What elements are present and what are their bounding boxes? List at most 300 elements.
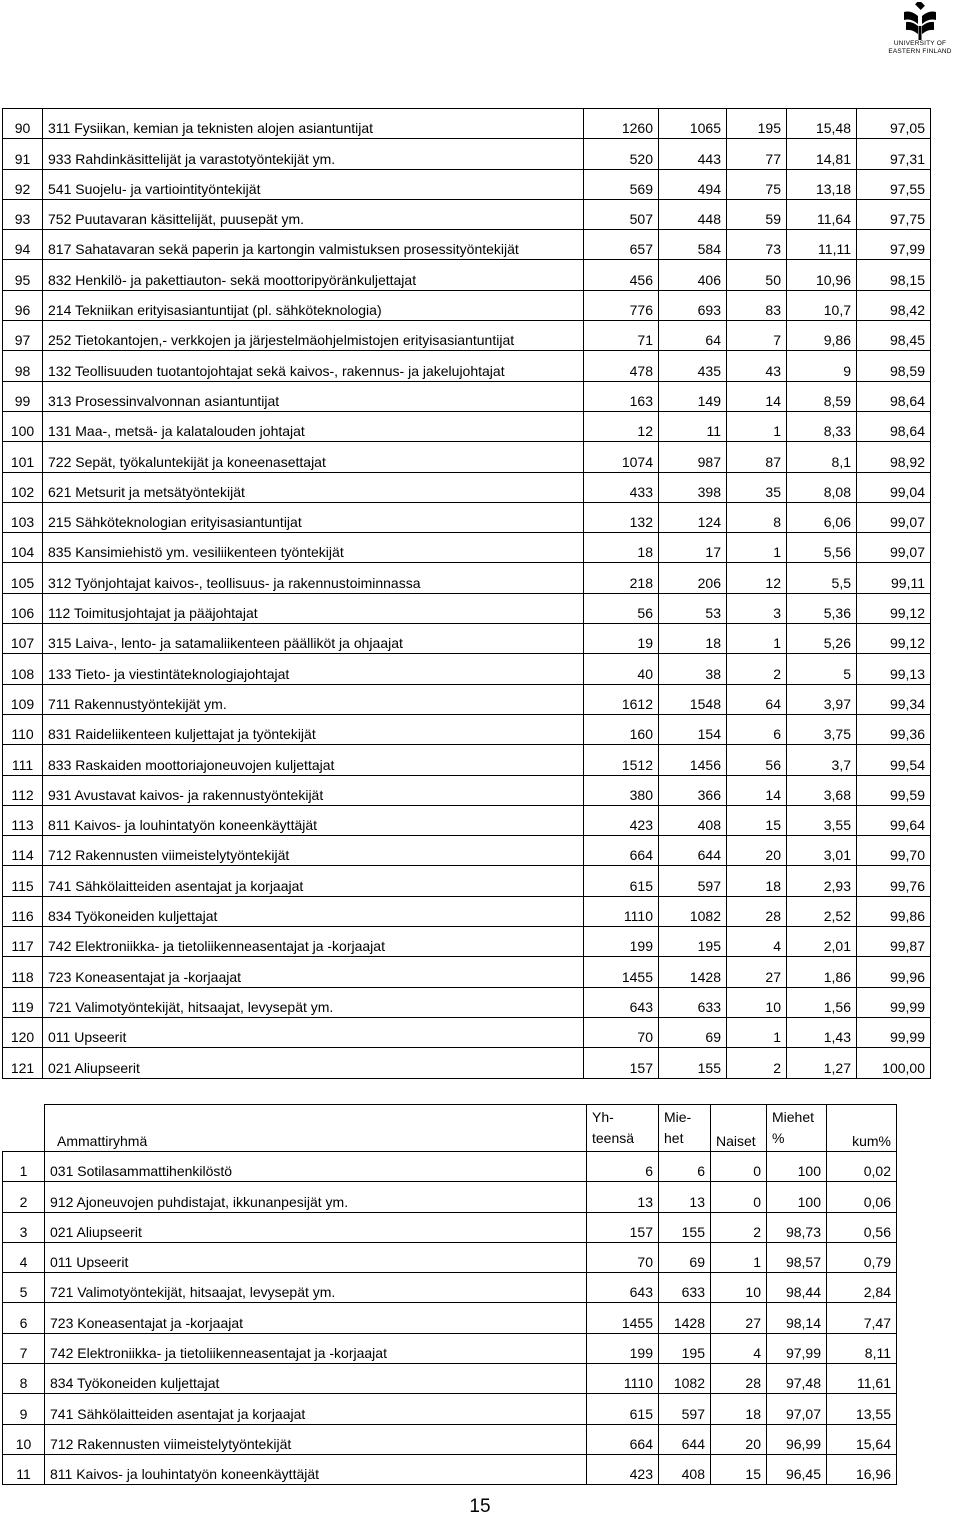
men-percent: 3,97 [787, 684, 857, 714]
men-percent: 97,99 [767, 1333, 827, 1363]
occupation-name: 132 Teollisuuden tuotantojohtajat sekä kaivos-, rakennus- ja jakelujohtajat [43, 351, 584, 381]
men-percent: 2,93 [787, 866, 857, 896]
occupation-name: 831 Raideliikenteen kuljettajat ja työntekijät [43, 714, 584, 744]
men-percent: 11,11 [787, 230, 857, 260]
men-count: 644 [659, 836, 727, 866]
table-row [3, 1152, 897, 1182]
cumulative-percent: 97,75 [857, 199, 931, 229]
header-women [711, 1105, 767, 1152]
table-row [3, 1394, 897, 1424]
total-count: 132 [584, 502, 659, 532]
row-index: 5 [3, 1273, 45, 1303]
row-index: 100 [3, 411, 43, 441]
total-count: 6 [587, 1152, 659, 1182]
cumulative-percent: 0,79 [827, 1242, 897, 1272]
women-count: 4 [711, 1333, 767, 1363]
table-row [3, 866, 931, 896]
men-count: 195 [659, 1333, 711, 1363]
men-percent: 8,08 [787, 472, 857, 502]
table-row [3, 1242, 897, 1272]
total-count: 776 [584, 290, 659, 320]
men-count: 633 [659, 1273, 711, 1303]
men-count: 17 [659, 533, 727, 563]
total-count: 70 [587, 1242, 659, 1272]
total-count: 18 [584, 533, 659, 563]
occupation-name: 031 Sotilasammattihenkilöstö [45, 1152, 587, 1182]
total-count: 1512 [584, 745, 659, 775]
occupation-name: 311 Fysiikan, kemian ja teknisten alojen asiantuntijat [43, 109, 584, 139]
occupation-name: 721 Valimotyöntekijät, hitsaajat, levysepät ym. [43, 987, 584, 1017]
occupation-name: 712 Rakennusten viimeistelytyöntekijät [43, 836, 584, 866]
occupation-name: 312 Työnjohtajat kaivos-, teollisuus- ja rakennustoiminnassa [43, 563, 584, 593]
men-count: 633 [659, 987, 727, 1017]
table-row [3, 563, 931, 593]
men-count: 448 [659, 199, 727, 229]
row-index: 93 [3, 199, 43, 229]
row-index: 94 [3, 230, 43, 260]
women-count: 83 [727, 290, 787, 320]
table-row [3, 1333, 897, 1363]
occupation-name: 011 Upseerit [43, 1017, 584, 1047]
women-count: 59 [727, 199, 787, 229]
men-percent: 3,01 [787, 836, 857, 866]
men-percent: 3,68 [787, 775, 857, 805]
women-count: 0 [711, 1182, 767, 1212]
cumulative-percent: 99,54 [857, 745, 931, 775]
women-count: 15 [711, 1454, 767, 1484]
men-percent: 13,18 [787, 169, 857, 199]
row-index: 113 [3, 805, 43, 835]
table-row [3, 1212, 897, 1242]
women-count: 8 [727, 502, 787, 532]
men-count: 18 [659, 624, 727, 654]
occupation-name: 621 Metsurit ja metsätyöntekijät [43, 472, 584, 502]
women-count: 75 [727, 169, 787, 199]
men-count: 53 [659, 593, 727, 623]
women-count: 20 [711, 1424, 767, 1454]
men-count: 195 [659, 927, 727, 957]
occupation-name: 313 Prosessinvalvonnan asiantuntijat [43, 381, 584, 411]
occupation-name: 835 Kansimiehistö ym. vesiliikenteen työntekijät [43, 533, 584, 563]
total-count: 157 [584, 1048, 659, 1078]
row-index: 9 [3, 1394, 45, 1424]
men-percent: 11,64 [787, 199, 857, 229]
men-count: 435 [659, 351, 727, 381]
men-percent: 2,01 [787, 927, 857, 957]
men-count: 69 [659, 1242, 711, 1272]
women-count: 195 [727, 109, 787, 139]
men-percent: 14,81 [787, 139, 857, 169]
header-cum [827, 1105, 897, 1152]
total-count: 13 [587, 1182, 659, 1212]
occupation-name: 112 Toimitusjohtajat ja pääjohtajat [43, 593, 584, 623]
row-index: 6 [3, 1303, 45, 1333]
total-count: 1110 [587, 1364, 659, 1394]
women-count: 87 [727, 442, 787, 472]
women-count: 15 [727, 805, 787, 835]
cumulative-percent: 99,12 [857, 624, 931, 654]
cumulative-percent: 8,11 [827, 1333, 897, 1363]
men-percent: 100 [767, 1182, 827, 1212]
men-percent: 3,55 [787, 805, 857, 835]
men-count: 38 [659, 654, 727, 684]
women-count: 18 [711, 1394, 767, 1424]
total-count: 12 [584, 411, 659, 441]
men-percent: 97,48 [767, 1364, 827, 1394]
header-men [659, 1105, 711, 1152]
row-index: 90 [3, 109, 43, 139]
table-row [3, 987, 931, 1017]
men-count: 11 [659, 411, 727, 441]
men-count: 1428 [659, 1303, 711, 1333]
table-row [3, 290, 931, 320]
row-index: 120 [3, 1017, 43, 1047]
table-row [3, 1182, 897, 1212]
table-row [3, 472, 931, 502]
women-count: 0 [711, 1152, 767, 1182]
women-count: 6 [727, 714, 787, 744]
table-row [3, 260, 931, 290]
men-count: 597 [659, 866, 727, 896]
women-count: 14 [727, 381, 787, 411]
logo-text-line2: EASTERN FINLAND [888, 47, 952, 55]
men-count: 1456 [659, 745, 727, 775]
table-row [3, 109, 931, 139]
total-count: 380 [584, 775, 659, 805]
cumulative-percent: 99,04 [857, 472, 931, 502]
men-percent: 1,56 [787, 987, 857, 1017]
total-count: 71 [584, 321, 659, 351]
header-men-line1: Mie- [664, 1109, 692, 1125]
women-count: 2 [727, 654, 787, 684]
occupation-name: 021 Aliupseerit [45, 1212, 587, 1242]
total-count: 1110 [584, 896, 659, 926]
men-count: 155 [659, 1048, 727, 1078]
men-count: 13 [659, 1182, 711, 1212]
occupation-name: 021 Aliupseerit [43, 1048, 584, 1078]
total-count: 569 [584, 169, 659, 199]
table-row [3, 321, 931, 351]
row-index: 11 [3, 1454, 45, 1484]
occupation-name: 817 Sahatavaran sekä paperin ja kartongin valmistuksen prosessityöntekijät [43, 230, 584, 260]
row-index: 116 [3, 896, 43, 926]
cumulative-percent: 0,56 [827, 1212, 897, 1242]
total-count: 160 [584, 714, 659, 744]
men-count: 408 [659, 805, 727, 835]
cumulative-percent: 98,64 [857, 381, 931, 411]
header-men-pct [767, 1105, 827, 1152]
total-count: 478 [584, 351, 659, 381]
occupation-name: 832 Henkilö- ja pakettiauton- sekä moottoripyöränkuljettajat [43, 260, 584, 290]
cumulative-percent: 100,00 [857, 1048, 931, 1078]
cumulative-percent: 99,99 [857, 987, 931, 1017]
women-count: 10 [711, 1273, 767, 1303]
row-index: 8 [3, 1364, 45, 1394]
row-index: 95 [3, 260, 43, 290]
men-count: 408 [659, 1454, 711, 1484]
row-index: 97 [3, 321, 43, 351]
row-index: 96 [3, 290, 43, 320]
cumulative-percent: 99,07 [857, 533, 931, 563]
cumulative-percent: 13,55 [827, 1394, 897, 1424]
total-count: 218 [584, 563, 659, 593]
occupation-name: 811 Kaivos- ja louhintatyön koneenkäyttäjät [45, 1454, 587, 1484]
total-count: 643 [587, 1273, 659, 1303]
occupation-name: 252 Tietokantojen,- verkkojen ja järjestelmäohjelmistojen erityisasiantuntijat [43, 321, 584, 351]
table-row [3, 442, 931, 472]
men-count: 149 [659, 381, 727, 411]
header-group-label: Ammattiryhmä [57, 1133, 148, 1149]
occupation-name: 315 Laiva-, lento- ja satamaliikenteen päälliköt ja ohjaajat [43, 624, 584, 654]
men-count: 693 [659, 290, 727, 320]
occupation-name: 912 Ajoneuvojen puhdistajat, ikkunanpesijät ym. [45, 1182, 587, 1212]
men-percent: 8,1 [787, 442, 857, 472]
men-percent: 9 [787, 351, 857, 381]
women-count: 73 [727, 230, 787, 260]
row-index: 2 [3, 1182, 45, 1212]
women-count: 56 [727, 745, 787, 775]
table-row [3, 593, 931, 623]
men-percent: 9,86 [787, 321, 857, 351]
total-count: 664 [587, 1424, 659, 1454]
women-count: 1 [727, 533, 787, 563]
male-dominated-occupations-table [2, 1104, 897, 1485]
men-percent: 6,06 [787, 502, 857, 532]
men-count: 398 [659, 472, 727, 502]
total-count: 507 [584, 199, 659, 229]
total-count: 1074 [584, 442, 659, 472]
cumulative-percent: 0,02 [827, 1152, 897, 1182]
row-index: 111 [3, 745, 43, 775]
men-count: 124 [659, 502, 727, 532]
men-percent: 5,36 [787, 593, 857, 623]
women-count: 12 [727, 563, 787, 593]
cumulative-percent: 97,31 [857, 139, 931, 169]
total-count: 657 [584, 230, 659, 260]
total-count: 199 [584, 927, 659, 957]
table-row [3, 775, 931, 805]
logo-text-line1: UNIVERSITY OF [893, 40, 947, 47]
table-row [3, 624, 931, 654]
men-percent: 98,73 [767, 1212, 827, 1242]
women-count: 64 [727, 684, 787, 714]
row-index: 10 [3, 1424, 45, 1454]
table-row [3, 1364, 897, 1394]
women-count: 4 [727, 927, 787, 957]
table-row [3, 169, 931, 199]
total-count: 423 [584, 805, 659, 835]
men-percent: 98,44 [767, 1273, 827, 1303]
table-row [3, 836, 931, 866]
cumulative-percent: 97,55 [857, 169, 931, 199]
men-percent: 96,99 [767, 1424, 827, 1454]
row-index: 121 [3, 1048, 43, 1078]
men-percent: 5,56 [787, 533, 857, 563]
cumulative-percent: 99,36 [857, 714, 931, 744]
row-index: 101 [3, 442, 43, 472]
table-row [3, 139, 931, 169]
row-index: 106 [3, 593, 43, 623]
header-total-line2: teensä [592, 1130, 635, 1146]
total-count: 423 [587, 1454, 659, 1484]
men-percent: 96,45 [767, 1454, 827, 1484]
table-header-row [3, 1105, 897, 1152]
row-index: 104 [3, 533, 43, 563]
total-count: 40 [584, 654, 659, 684]
table-row [3, 654, 931, 684]
total-count: 520 [584, 139, 659, 169]
header-men-line2: het [664, 1130, 684, 1146]
men-percent: 97,07 [767, 1394, 827, 1424]
row-index: 91 [3, 139, 43, 169]
men-count: 64 [659, 321, 727, 351]
table-row [3, 714, 931, 744]
total-count: 1455 [584, 957, 659, 987]
men-percent: 5,26 [787, 624, 857, 654]
table-row [3, 684, 931, 714]
men-count: 155 [659, 1212, 711, 1242]
total-count: 433 [584, 472, 659, 502]
men-percent: 98,14 [767, 1303, 827, 1333]
men-count: 443 [659, 139, 727, 169]
header-group [45, 1105, 587, 1152]
cumulative-percent: 99,96 [857, 957, 931, 987]
table-row [3, 1454, 897, 1484]
men-count: 206 [659, 563, 727, 593]
cumulative-percent: 99,86 [857, 896, 931, 926]
occupation-name: 834 Työkoneiden kuljettajat [43, 896, 584, 926]
men-count: 366 [659, 775, 727, 805]
row-index: 105 [3, 563, 43, 593]
men-count: 597 [659, 1394, 711, 1424]
row-index: 92 [3, 169, 43, 199]
occupation-name: 741 Sähkölaitteiden asentajat ja korjaajat [45, 1394, 587, 1424]
cumulative-percent: 99,34 [857, 684, 931, 714]
occupation-name: 741 Sähkölaitteiden asentajat ja korjaajat [43, 866, 584, 896]
header-index [3, 1105, 45, 1152]
women-count: 2 [727, 1048, 787, 1078]
men-percent: 1,27 [787, 1048, 857, 1078]
men-count: 987 [659, 442, 727, 472]
men-count: 584 [659, 230, 727, 260]
occupation-name: 833 Raskaiden moottoriajoneuvojen kuljettajat [43, 745, 584, 775]
men-count: 6 [659, 1152, 711, 1182]
row-index: 98 [3, 351, 43, 381]
occupation-name: 742 Elektroniikka- ja tietoliikenneasentajat ja -korjaajat [43, 927, 584, 957]
total-count: 19 [584, 624, 659, 654]
occupation-name: 933 Rahdinkäsittelijät ja varastotyöntekijät ym. [43, 139, 584, 169]
cumulative-percent: 99,99 [857, 1017, 931, 1047]
table-row [3, 502, 931, 532]
row-index: 7 [3, 1333, 45, 1363]
table-row [3, 1303, 897, 1333]
women-count: 50 [727, 260, 787, 290]
total-count: 643 [584, 987, 659, 1017]
men-percent: 1,86 [787, 957, 857, 987]
cumulative-percent: 15,64 [827, 1424, 897, 1454]
women-count: 1 [711, 1242, 767, 1272]
occupation-name: 834 Työkoneiden kuljettajat [45, 1364, 587, 1394]
men-percent: 100 [767, 1152, 827, 1182]
men-percent: 5 [787, 654, 857, 684]
cumulative-percent: 2,84 [827, 1273, 897, 1303]
total-count: 56 [584, 593, 659, 623]
row-index: 117 [3, 927, 43, 957]
occupation-name: 742 Elektroniikka- ja tietoliikenneasentajat ja -korjaajat [45, 1333, 587, 1363]
table-row [3, 351, 931, 381]
cumulative-percent: 99,64 [857, 805, 931, 835]
header-total-line1: Yh- [592, 1109, 614, 1125]
occupation-name: 721 Valimotyöntekijät, hitsaajat, levysepät ym. [45, 1273, 587, 1303]
occupation-name: 931 Avustavat kaivos- ja rakennustyöntekijät [43, 775, 584, 805]
women-count: 1 [727, 411, 787, 441]
table-row [3, 1048, 931, 1078]
women-count: 77 [727, 139, 787, 169]
occupation-name: 133 Tieto- ja viestintäteknologiajohtajat [43, 654, 584, 684]
cumulative-percent: 16,96 [827, 1454, 897, 1484]
row-index: 108 [3, 654, 43, 684]
occupation-name: 131 Maa-, metsä- ja kalatalouden johtajat [43, 411, 584, 441]
men-count: 1082 [659, 1364, 711, 1394]
header-men-pct-line1: Miehet [772, 1109, 815, 1125]
row-index: 118 [3, 957, 43, 987]
cumulative-percent: 99,12 [857, 593, 931, 623]
total-count: 157 [587, 1212, 659, 1242]
header-total [587, 1105, 659, 1152]
table-row [3, 381, 931, 411]
book-tree-icon [902, 2, 938, 40]
men-percent: 5,5 [787, 563, 857, 593]
row-index: 109 [3, 684, 43, 714]
women-count: 28 [727, 896, 787, 926]
men-count: 69 [659, 1017, 727, 1047]
women-count: 3 [727, 593, 787, 623]
occupation-name: 011 Upseerit [45, 1242, 587, 1272]
cumulative-percent: 99,70 [857, 836, 931, 866]
occupation-name: 215 Sähköteknologian erityisasiantuntijat [43, 502, 584, 532]
men-count: 1428 [659, 957, 727, 987]
total-count: 615 [587, 1394, 659, 1424]
women-count: 2 [711, 1212, 767, 1242]
row-index: 119 [3, 987, 43, 1017]
women-count: 1 [727, 624, 787, 654]
women-count: 10 [727, 987, 787, 1017]
men-percent: 15,48 [787, 109, 857, 139]
total-count: 615 [584, 866, 659, 896]
men-percent: 3,7 [787, 745, 857, 775]
table-row [3, 805, 931, 835]
men-percent: 10,7 [787, 290, 857, 320]
cumulative-percent: 98,59 [857, 351, 931, 381]
total-count: 199 [587, 1333, 659, 1363]
cumulative-percent: 99,11 [857, 563, 931, 593]
cumulative-percent: 99,87 [857, 927, 931, 957]
occupation-name: 723 Koneasentajat ja -korjaajat [43, 957, 584, 987]
occupation-name: 712 Rakennusten viimeistelytyöntekijät [45, 1424, 587, 1454]
men-count: 1082 [659, 896, 727, 926]
occupation-name: 811 Kaivos- ja louhintatyön koneenkäyttäjät [43, 805, 584, 835]
cumulative-percent: 98,42 [857, 290, 931, 320]
table-row [3, 927, 931, 957]
cumulative-percent: 98,64 [857, 411, 931, 441]
total-count: 1455 [587, 1303, 659, 1333]
women-count: 7 [727, 321, 787, 351]
cumulative-percent: 98,15 [857, 260, 931, 290]
row-index: 103 [3, 502, 43, 532]
men-percent: 10,96 [787, 260, 857, 290]
page-number: 15 [469, 1496, 491, 1517]
women-count: 14 [727, 775, 787, 805]
